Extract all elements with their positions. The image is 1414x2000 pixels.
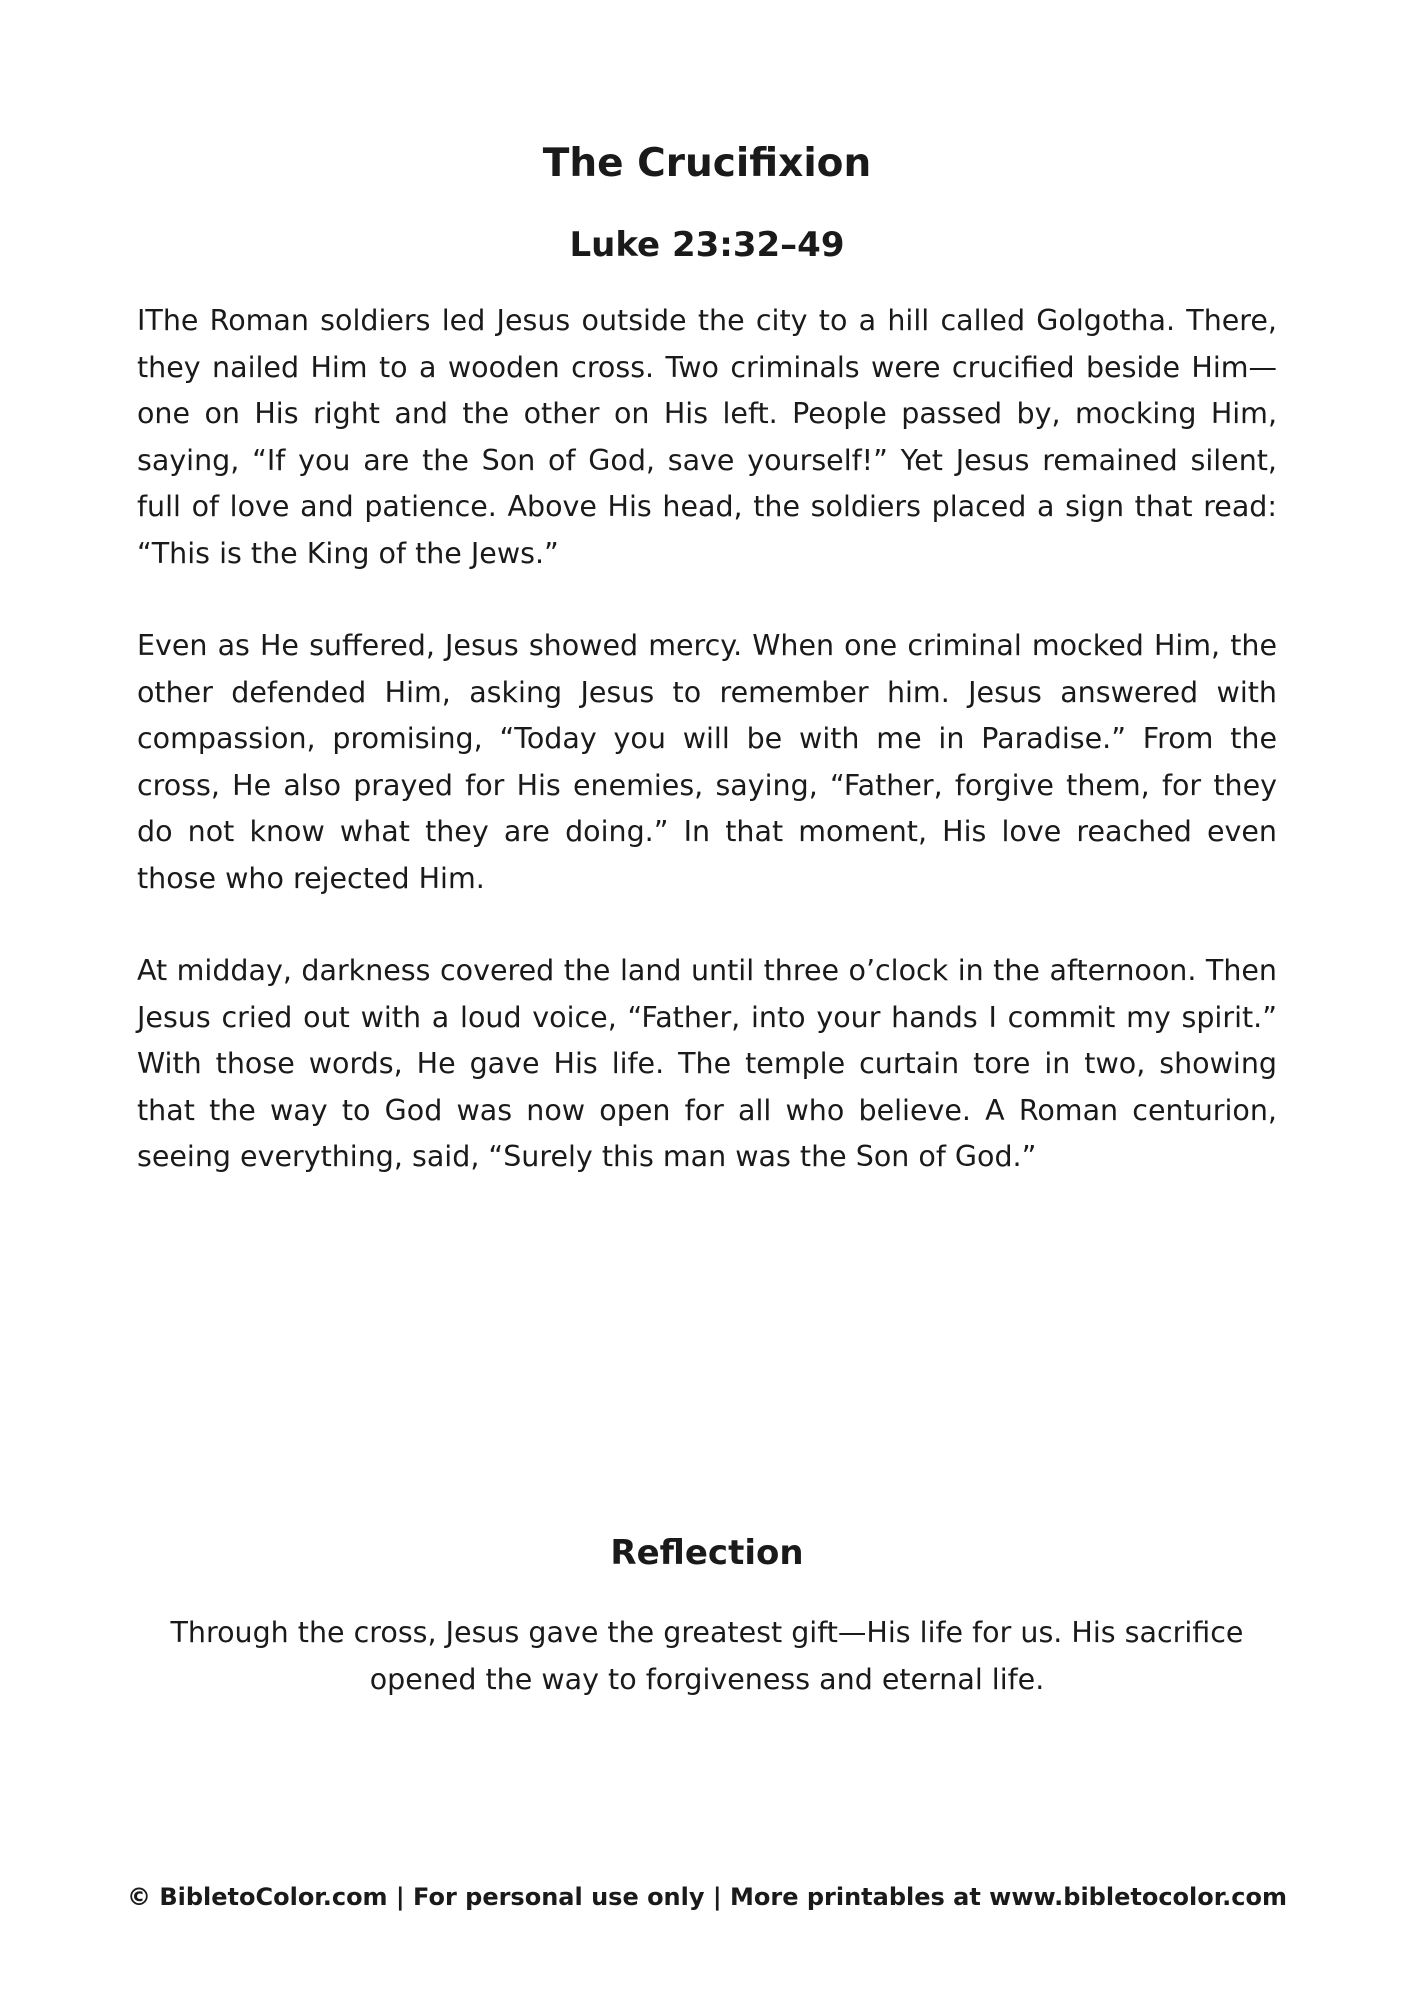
page-title: The Crucifixion <box>542 141 872 186</box>
story-paragraph-3: At midday, darkness covered the land until three o’clock in the afternoon. Then Jesus cried out with a loud voice, “Father, into your hands I commit my spirit.” With those words, He gave His life. The temple curtain tore in two, showing that the way to God was now open for all who believe. A Roman centurion, seeing everything, said, “Surely this man was the Son of God.” <box>137 954 1277 1173</box>
story-body <box>137 298 1277 1227</box>
story-paragraph-2: Even as He suffered, Jesus showed mercy. When one criminal mocked Him, the other defended Him, asking Jesus to remember him. Jesus answered with compassion, promising, “Today you will be with me in Paradise.” From the cross, He also prayed for His enemies, saying, “Father, forgive them, for they do not know what they are doing.” In that moment, His love reached even those who rejected Him. <box>137 629 1277 895</box>
scripture-reference: Luke 23:32–49 <box>569 225 845 265</box>
reflection-text: Through the cross, Jesus gave the greatest gift—His life for us. His sacrifice opened the way to forgiveness and eternal life. <box>170 1616 1244 1696</box>
story-paragraph-1: IThe Roman soldiers led Jesus outside the city to a hill called Golgotha. There, they nailed Him to a wooden cross. Two criminals were crucified beside Him—one on His right and the other on His left. People passed by, mocking Him, saying, “If you are the Son of God, save yourself!” Yet Jesus remained silent, full of love and patience. Above His head, the soldiers placed a sign that read: “This is the King of the Jews.” <box>137 304 1277 570</box>
reflection-heading: Reflection <box>610 1533 804 1573</box>
copyright-footer: © BibletoColor.com | For personal use only | More printables at www.bibletocolor.com <box>126 1883 1288 1911</box>
